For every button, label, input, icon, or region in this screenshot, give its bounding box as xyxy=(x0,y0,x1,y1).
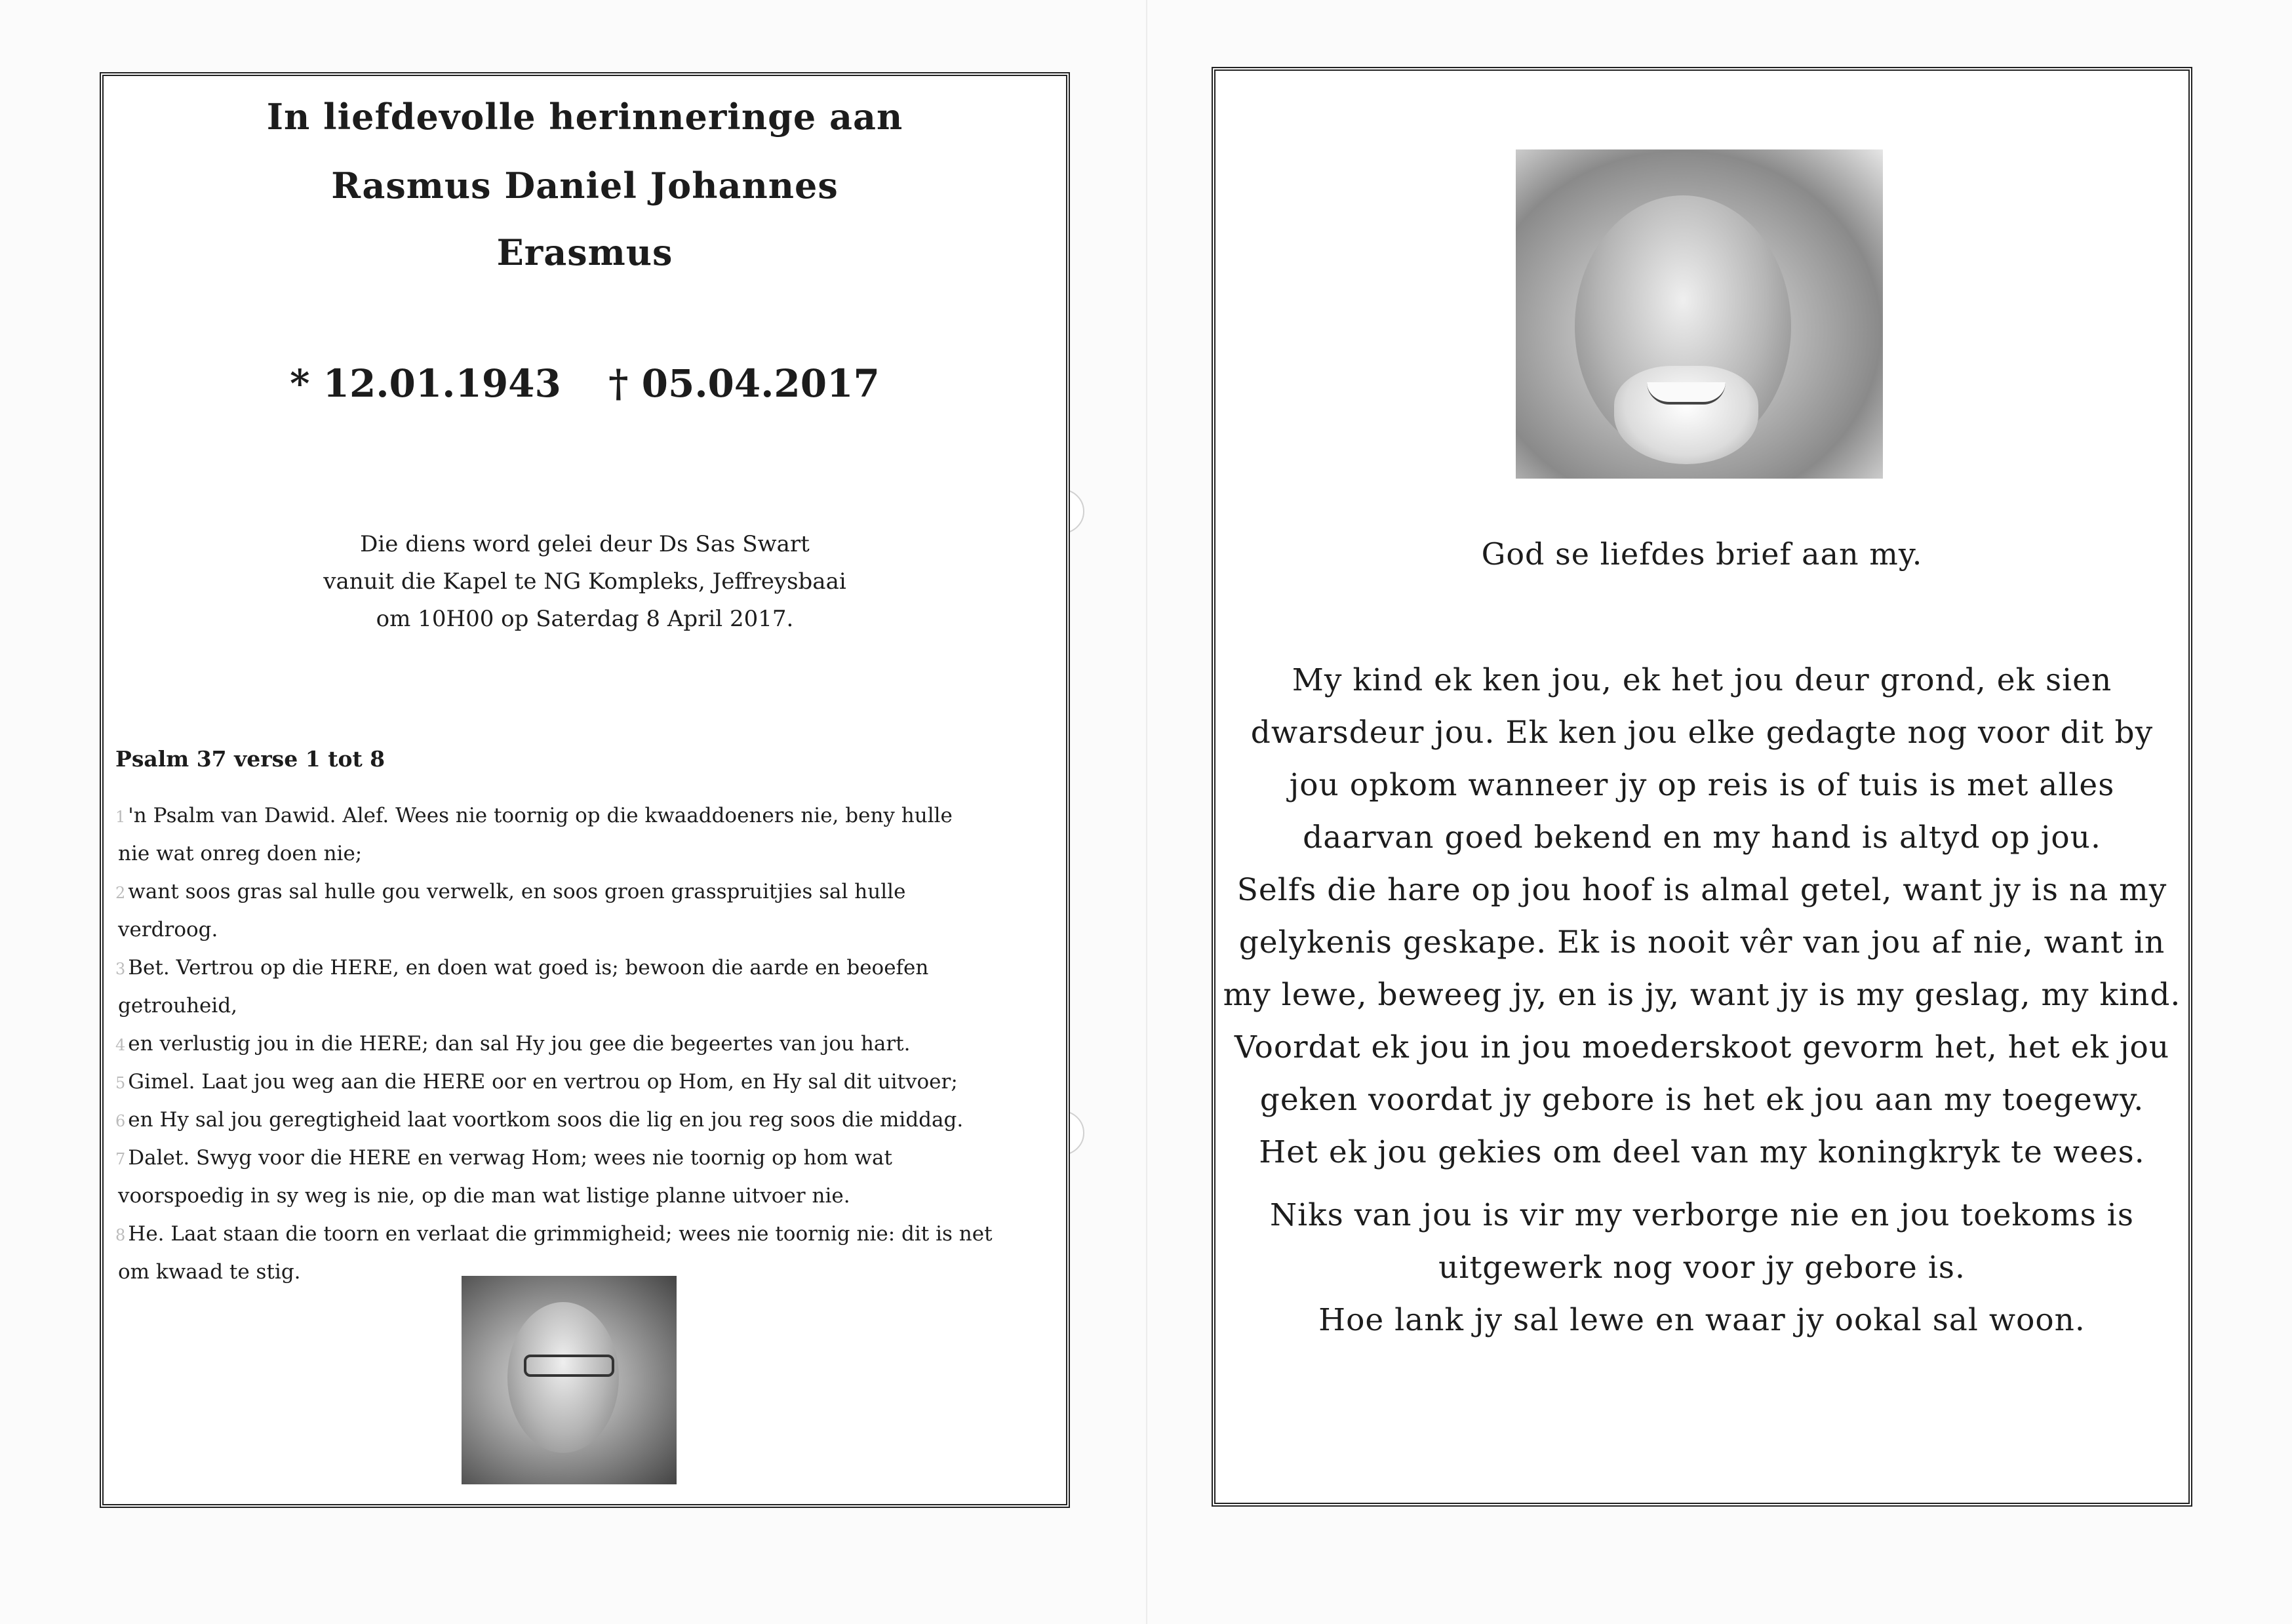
face-shape xyxy=(507,1302,619,1453)
verse-line xyxy=(115,1178,1059,1216)
letter-line: Hoe lank jy sal lewe en waar jy ookal sal woon. xyxy=(1318,1302,2085,1338)
verse-text: He. Laat staan die toorn en verlaat die grimmigheid; wees nie toornig nie: dit is net xyxy=(128,1222,993,1246)
page-fold xyxy=(1146,0,1147,1624)
deceased-surname: Erasmus xyxy=(496,231,673,273)
verse-number: 6 xyxy=(115,1112,126,1130)
verse-line xyxy=(115,1025,1059,1063)
letter-line: geken voordat jy gebore is het ek jou aan my toegewy. xyxy=(1259,1082,2144,1118)
verse-number: 3 xyxy=(115,960,126,978)
portrait-photo-small xyxy=(462,1276,677,1484)
verse-line xyxy=(115,949,1059,987)
verse-line xyxy=(115,797,1059,835)
verse-line xyxy=(115,873,1059,911)
verse-text: verdroog. xyxy=(118,918,218,941)
letter-line: dwarsdeur jou. Ek ken jou elke gedagte nog voor dit by xyxy=(1250,715,2154,751)
service-line: vanuit die Kapel te NG Kompleks, Jeffreysbaai xyxy=(323,568,846,595)
smile-shape xyxy=(1647,382,1726,405)
verse-line xyxy=(115,987,1059,1025)
verse-number: 5 xyxy=(115,1074,126,1092)
verse-line xyxy=(115,1063,1059,1101)
life-dates xyxy=(104,361,1066,406)
verse-text: 'n Psalm van Dawid. Alef. Wees nie toornig op die kwaaddoeners nie, beny hulle xyxy=(128,804,953,827)
birth-date: * 12.01.1943 xyxy=(290,361,561,406)
verse-number: 7 xyxy=(115,1150,126,1168)
right-page xyxy=(1212,67,2192,1507)
verse-line xyxy=(115,1139,1059,1178)
verse-number: 8 xyxy=(115,1226,126,1244)
letter-line: Voordat ek jou in jou moederskoot gevorm het, het ek jou xyxy=(1234,1029,2170,1065)
letter-line: jou opkom wanneer jy op reis is of tuis is met alles xyxy=(1289,767,2115,803)
verse-text: want soos gras sal hulle gou verwelk, en soos groen grasspruitjies sal hulle xyxy=(128,880,906,903)
letter-line: gelykenis geskape. Ek is nooit vêr van jou af nie, want in xyxy=(1238,924,2165,961)
verse-text: Bet. Vertrou op die HERE, en doen wat goed is; bewoon die aarde en beoefen xyxy=(128,956,929,980)
verse-number: 4 xyxy=(115,1036,126,1054)
letter-line: Het ek jou gekies om deel van my koningkryk te wees. xyxy=(1259,1134,2145,1170)
death-date: † 05.04.2017 xyxy=(608,361,880,406)
letter-line: Niks van jou is vir my verborge nie en jou toekoms is xyxy=(1270,1197,2134,1233)
love-letter-text xyxy=(1215,654,2188,1347)
glasses-shape xyxy=(524,1355,614,1377)
letter-line: my lewe, beweeg jy, en is jy, want jy is my geslag, my kind. xyxy=(1223,977,2181,1013)
beard-shape xyxy=(1614,366,1758,464)
psalm-verses xyxy=(115,797,1059,1292)
verse-text: nie wat onreg doen nie; xyxy=(118,842,363,865)
portrait-photo-large xyxy=(1516,149,1883,479)
verse-text: getrouheid, xyxy=(118,994,238,1018)
verse-number: 2 xyxy=(115,884,126,902)
letter-line: daarvan goed bekend en my hand is altyd op jou. xyxy=(1303,820,2101,856)
verse-text: en Hy sal jou geregtigheid laat voortkom soos die lig en jou reg soos die middag. xyxy=(128,1108,964,1132)
verse-text: voorspoedig in sy weg is nie, op die man wat listige planne uitvoer nie. xyxy=(118,1184,850,1208)
verse-line xyxy=(115,1101,1059,1139)
psalm-title: Psalm 37 verse 1 tot 8 xyxy=(115,746,385,772)
service-line: Die diens word gelei deur Ds Sas Swart xyxy=(360,531,810,557)
verse-text: Gimel. Laat jou weg aan die HERE oor en vertrou op Hom, en Hy sal dit uitvoer; xyxy=(128,1070,958,1094)
service-details xyxy=(104,526,1066,638)
deceased-name: Rasmus Daniel Johannes xyxy=(331,165,839,207)
paragraph-gap xyxy=(1215,1179,2188,1189)
verse-text: om kwaad te stig. xyxy=(118,1260,301,1284)
memorial-heading: In liefdevolle herinneringe aan xyxy=(266,96,903,138)
letter-line: uitgewerk nog voor jy gebore is. xyxy=(1438,1250,1966,1286)
verse-line xyxy=(115,911,1059,949)
letter-line: My kind ek ken jou, ek het jou deur grond, ek sien xyxy=(1292,662,2112,698)
verse-number: 1 xyxy=(115,808,126,826)
verse-line xyxy=(115,835,1059,873)
verse-text: en verlustig jou in die HERE; dan sal Hy jou gee die begeertes van jou hart. xyxy=(128,1032,911,1056)
verse-line xyxy=(115,1216,1059,1254)
service-line: om 10H00 op Saterdag 8 April 2017. xyxy=(376,606,794,632)
left-page xyxy=(100,72,1070,1508)
letter-line: Selfs die hare op jou hoof is almal getel, want jy is na my xyxy=(1236,872,2167,908)
letter-title: God se liefdes brief aan my. xyxy=(1481,536,1923,572)
verse-text: Dalet. Swyg voor die HERE en verwag Hom; wees nie toornig op hom wat xyxy=(128,1146,892,1170)
